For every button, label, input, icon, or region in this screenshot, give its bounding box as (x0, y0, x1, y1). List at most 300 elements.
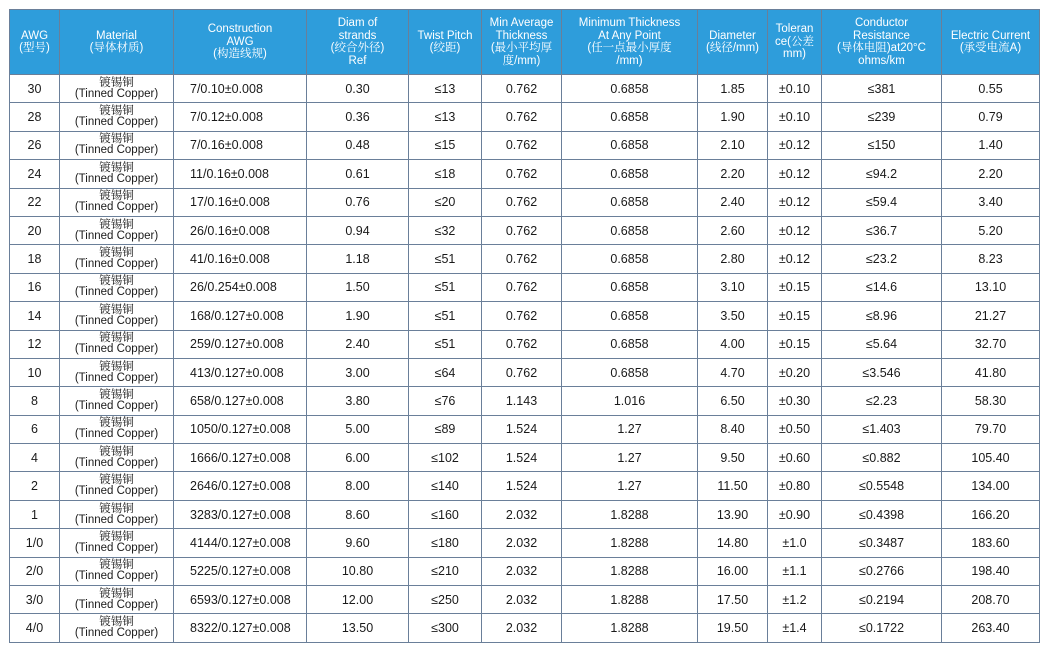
cell-awg: 24 (10, 160, 60, 188)
cell-electric-current: 21.27 (942, 302, 1040, 330)
header-line: Thickness (495, 29, 548, 42)
cell-conductor-resistance: ≤8.96 (822, 302, 942, 330)
cell-electric-current: 105.40 (942, 444, 1040, 472)
cell-material (60, 302, 174, 330)
material-chinese: 镀锡铜 (99, 105, 134, 118)
cell-diameter: 2.10 (698, 131, 768, 159)
header-line: strands (338, 29, 377, 42)
header-line: (构造线规) (213, 48, 267, 61)
header-line: Diameter (709, 29, 756, 42)
header-material (60, 10, 174, 75)
cell-diam-of-strands: 1.18 (307, 245, 409, 273)
cell-tolerance: ±0.12 (768, 245, 822, 273)
material-english: (Tinned Copper) (74, 258, 159, 271)
cell-tolerance: ±1.1 (768, 557, 822, 585)
cell-awg: 14 (10, 302, 60, 330)
cell-construction: 658/0.127±0.008 (174, 387, 307, 415)
header-line: (绞距) (429, 42, 461, 54)
header-line: (承受电流A) (959, 42, 1022, 54)
cell-electric-current: 166.20 (942, 500, 1040, 528)
material-english: (Tinned Copper) (74, 570, 159, 583)
cell-construction: 259/0.127±0.008 (174, 330, 307, 358)
cell-twist-pitch: ≤140 (409, 472, 482, 500)
header-construction (174, 10, 307, 75)
cell-min-average-thickness: 0.762 (482, 273, 562, 301)
header-line: Ref (348, 54, 367, 67)
cell-awg: 4/0 (10, 614, 60, 642)
cell-diam-of-strands: 3.00 (307, 358, 409, 386)
cell-twist-pitch: ≤15 (409, 131, 482, 159)
material-english: (Tinned Copper) (74, 627, 159, 640)
header-line: At Any Point (598, 29, 661, 42)
table-row (10, 387, 1040, 415)
cell-conductor-resistance: ≤239 (822, 103, 942, 131)
cell-diam-of-strands: 0.48 (307, 131, 409, 159)
tinned-copper-wire-spec-table (9, 9, 1040, 643)
cell-diameter: 1.90 (698, 103, 768, 131)
cell-awg: 6 (10, 415, 60, 443)
cell-material (60, 160, 174, 188)
cell-diameter: 4.70 (698, 358, 768, 386)
material-chinese: 镀锡铜 (99, 360, 134, 373)
cell-awg: 28 (10, 103, 60, 131)
cell-conductor-resistance: ≤0.4398 (822, 500, 942, 528)
cell-electric-current: 32.70 (942, 330, 1040, 358)
cell-diam-of-strands: 6.00 (307, 444, 409, 472)
header-conductor-resistance (822, 10, 942, 75)
material-english: (Tinned Copper) (74, 172, 159, 185)
cell-min-average-thickness: 0.762 (482, 188, 562, 216)
cell-minimum-thickness: 1.27 (562, 444, 698, 472)
cell-awg: 3/0 (10, 586, 60, 614)
cell-tolerance: ±0.12 (768, 160, 822, 188)
material-chinese: 镀锡铜 (99, 133, 134, 146)
header-electric-current (942, 10, 1040, 75)
header-diameter (698, 10, 768, 75)
cell-twist-pitch: ≤210 (409, 557, 482, 585)
cell-material (60, 444, 174, 472)
cell-awg: 20 (10, 216, 60, 244)
cell-electric-current: 208.70 (942, 586, 1040, 614)
cell-min-average-thickness: 1.524 (482, 444, 562, 472)
cell-min-average-thickness: 0.762 (482, 160, 562, 188)
cell-tolerance: ±0.15 (768, 330, 822, 358)
material-english: (Tinned Copper) (74, 541, 159, 554)
material-english: (Tinned Copper) (74, 428, 159, 441)
cell-min-average-thickness: 0.762 (482, 75, 562, 103)
cell-electric-current: 1.40 (942, 131, 1040, 159)
header-tolerance (768, 10, 822, 75)
cell-diam-of-strands: 2.40 (307, 330, 409, 358)
cell-construction: 5225/0.127±0.008 (174, 557, 307, 585)
cell-minimum-thickness: 0.6858 (562, 330, 698, 358)
cell-tolerance: ±0.50 (768, 415, 822, 443)
material-chinese: 镀锡铜 (99, 502, 134, 515)
cell-conductor-resistance: ≤14.6 (822, 273, 942, 301)
material-chinese: 镀锡铜 (99, 161, 134, 174)
header-row (10, 10, 1040, 75)
cell-awg: 26 (10, 131, 60, 159)
cell-conductor-resistance: ≤0.2194 (822, 586, 942, 614)
material-english: (Tinned Copper) (74, 87, 159, 100)
material-english: (Tinned Copper) (74, 456, 159, 469)
cell-tolerance: ±0.15 (768, 302, 822, 330)
cell-construction: 26/0.16±0.008 (174, 216, 307, 244)
cell-awg: 10 (10, 358, 60, 386)
cell-twist-pitch: ≤51 (409, 302, 482, 330)
cell-electric-current: 13.10 (942, 273, 1040, 301)
cell-minimum-thickness: 0.6858 (562, 302, 698, 330)
cell-diameter: 2.40 (698, 188, 768, 216)
cell-material (60, 586, 174, 614)
cell-tolerance: ±0.90 (768, 500, 822, 528)
cell-minimum-thickness: 0.6858 (562, 188, 698, 216)
header-line: mm) (783, 48, 806, 61)
cell-diam-of-strands: 0.36 (307, 103, 409, 131)
cell-min-average-thickness: 0.762 (482, 103, 562, 131)
cell-electric-current: 263.40 (942, 614, 1040, 642)
cell-electric-current: 3.40 (942, 188, 1040, 216)
cell-material (60, 529, 174, 557)
cell-diam-of-strands: 0.30 (307, 75, 409, 103)
header-line: AWG (226, 35, 254, 48)
cell-diam-of-strands: 12.00 (307, 586, 409, 614)
table-row (10, 358, 1040, 386)
cell-diameter: 14.80 (698, 529, 768, 557)
cell-minimum-thickness: 0.6858 (562, 103, 698, 131)
cell-minimum-thickness: 1.8288 (562, 614, 698, 642)
cell-construction: 41/0.16±0.008 (174, 245, 307, 273)
cell-conductor-resistance: ≤36.7 (822, 216, 942, 244)
cell-min-average-thickness: 0.762 (482, 216, 562, 244)
cell-construction: 11/0.16±0.008 (174, 160, 307, 188)
header-line: /mm) (616, 54, 643, 67)
cell-conductor-resistance: ≤150 (822, 131, 942, 159)
cell-awg: 18 (10, 245, 60, 273)
cell-twist-pitch: ≤51 (409, 245, 482, 273)
header-line: 度/mm) (502, 54, 541, 67)
cell-minimum-thickness: 0.6858 (562, 245, 698, 273)
header-minimum-thickness-any-point (562, 10, 698, 75)
material-english: (Tinned Copper) (74, 343, 159, 356)
cell-construction: 1050/0.127±0.008 (174, 415, 307, 443)
cell-diam-of-strands: 1.90 (307, 302, 409, 330)
cell-conductor-resistance: ≤1.403 (822, 415, 942, 443)
cell-diameter: 4.00 (698, 330, 768, 358)
cell-diam-of-strands: 9.60 (307, 529, 409, 557)
cell-min-average-thickness: 0.762 (482, 131, 562, 159)
cell-material (60, 358, 174, 386)
cell-awg: 1/0 (10, 529, 60, 557)
cell-material (60, 245, 174, 273)
cell-construction: 26/0.254±0.008 (174, 273, 307, 301)
cell-min-average-thickness: 2.032 (482, 557, 562, 585)
cell-material (60, 472, 174, 500)
cell-awg: 4 (10, 444, 60, 472)
cell-tolerance: ±0.20 (768, 358, 822, 386)
cell-diameter: 3.10 (698, 273, 768, 301)
table-row (10, 586, 1040, 614)
header-line: (绞合外径) (330, 42, 385, 54)
cell-twist-pitch: ≤13 (409, 103, 482, 131)
cell-diameter: 6.50 (698, 387, 768, 415)
header-diam-of-strands (307, 10, 409, 75)
table-row (10, 557, 1040, 585)
cell-diameter: 2.20 (698, 160, 768, 188)
material-english: (Tinned Copper) (74, 229, 159, 242)
cell-diam-of-strands: 10.80 (307, 557, 409, 585)
cell-awg: 22 (10, 188, 60, 216)
cell-construction: 8322/0.127±0.008 (174, 614, 307, 642)
cell-diameter: 11.50 (698, 472, 768, 500)
table-row (10, 103, 1040, 131)
cell-construction: 168/0.127±0.008 (174, 302, 307, 330)
cell-material (60, 387, 174, 415)
cell-minimum-thickness: 1.8288 (562, 586, 698, 614)
cell-twist-pitch: ≤20 (409, 188, 482, 216)
cell-twist-pitch: ≤250 (409, 586, 482, 614)
cell-conductor-resistance: ≤381 (822, 75, 942, 103)
material-english: (Tinned Copper) (74, 371, 159, 384)
header-line: Minimum Thickness (578, 17, 681, 29)
cell-electric-current: 41.80 (942, 358, 1040, 386)
cell-diam-of-strands: 5.00 (307, 415, 409, 443)
header-twist-pitch (409, 10, 482, 75)
cell-electric-current: 0.79 (942, 103, 1040, 131)
cell-construction: 17/0.16±0.008 (174, 188, 307, 216)
cell-min-average-thickness: 2.032 (482, 614, 562, 642)
header-line: (导体电阻)at20°C (837, 42, 926, 54)
material-chinese: 镀锡铜 (99, 247, 134, 260)
cell-minimum-thickness: 1.8288 (562, 529, 698, 557)
cell-diam-of-strands: 8.60 (307, 500, 409, 528)
header-line: Twist Pitch (417, 29, 473, 42)
material-chinese: 镀锡铜 (99, 559, 134, 572)
cell-construction: 7/0.10±0.008 (174, 75, 307, 103)
header-line: (最小平均厚 (490, 42, 553, 54)
cell-minimum-thickness: 0.6858 (562, 273, 698, 301)
cell-minimum-thickness: 1.8288 (562, 500, 698, 528)
cell-tolerance: ±0.15 (768, 273, 822, 301)
material-chinese: 镀锡铜 (99, 445, 134, 458)
cell-electric-current: 0.55 (942, 75, 1040, 103)
cell-twist-pitch: ≤102 (409, 444, 482, 472)
material-chinese: 镀锡铜 (99, 616, 134, 629)
cell-awg: 2/0 (10, 557, 60, 585)
table-row (10, 330, 1040, 358)
material-english: (Tinned Copper) (74, 598, 159, 611)
cell-minimum-thickness: 1.8288 (562, 557, 698, 585)
cell-electric-current: 8.23 (942, 245, 1040, 273)
table-row (10, 131, 1040, 159)
cell-twist-pitch: ≤18 (409, 160, 482, 188)
cell-construction: 7/0.12±0.008 (174, 103, 307, 131)
table-row (10, 160, 1040, 188)
cell-twist-pitch: ≤76 (409, 387, 482, 415)
table-row (10, 529, 1040, 557)
material-chinese: 镀锡铜 (99, 530, 134, 543)
cell-awg: 12 (10, 330, 60, 358)
cell-tolerance: ±0.30 (768, 387, 822, 415)
material-chinese: 镀锡铜 (99, 303, 134, 316)
cell-minimum-thickness: 0.6858 (562, 160, 698, 188)
cell-construction: 6593/0.127±0.008 (174, 586, 307, 614)
cell-tolerance: ±0.80 (768, 472, 822, 500)
table-row (10, 415, 1040, 443)
cell-electric-current: 198.40 (942, 557, 1040, 585)
cell-tolerance: ±1.2 (768, 586, 822, 614)
cell-diam-of-strands: 13.50 (307, 614, 409, 642)
cell-conductor-resistance: ≤0.882 (822, 444, 942, 472)
material-chinese: 镀锡铜 (99, 76, 134, 89)
cell-conductor-resistance: ≤94.2 (822, 160, 942, 188)
header-line: Conductor (854, 17, 909, 29)
table-row (10, 188, 1040, 216)
table-body (10, 75, 1040, 643)
material-chinese: 镀锡铜 (99, 388, 134, 401)
cell-twist-pitch: ≤89 (409, 415, 482, 443)
cell-diam-of-strands: 3.80 (307, 387, 409, 415)
cell-material (60, 557, 174, 585)
table-row (10, 302, 1040, 330)
cell-electric-current: 58.30 (942, 387, 1040, 415)
cell-diam-of-strands: 8.00 (307, 472, 409, 500)
cell-diameter: 16.00 (698, 557, 768, 585)
cell-material (60, 75, 174, 103)
cell-conductor-resistance: ≤0.5548 (822, 472, 942, 500)
material-chinese: 镀锡铜 (99, 332, 134, 345)
cell-diam-of-strands: 0.94 (307, 216, 409, 244)
cell-min-average-thickness: 0.762 (482, 358, 562, 386)
cell-tolerance: ±1.0 (768, 529, 822, 557)
material-english: (Tinned Copper) (74, 286, 159, 299)
cell-conductor-resistance: ≤2.23 (822, 387, 942, 415)
cell-awg: 16 (10, 273, 60, 301)
table-row (10, 75, 1040, 103)
cell-minimum-thickness: 1.27 (562, 472, 698, 500)
material-english: (Tinned Copper) (74, 485, 159, 498)
cell-minimum-thickness: 0.6858 (562, 75, 698, 103)
material-chinese: 镀锡铜 (99, 218, 134, 231)
cell-material (60, 415, 174, 443)
table-row (10, 614, 1040, 642)
header-line: Diam of (337, 17, 378, 29)
header-line: Toleran (775, 23, 814, 36)
cell-diameter: 3.50 (698, 302, 768, 330)
cell-tolerance: ±0.12 (768, 216, 822, 244)
material-english: (Tinned Copper) (74, 201, 159, 214)
cell-electric-current: 183.60 (942, 529, 1040, 557)
header-awg (10, 10, 60, 75)
cell-min-average-thickness: 1.524 (482, 415, 562, 443)
cell-twist-pitch: ≤180 (409, 529, 482, 557)
header-line: (型号) (19, 42, 50, 54)
material-english: (Tinned Copper) (74, 314, 159, 327)
header-line: ohms/km (858, 54, 905, 67)
table-row (10, 245, 1040, 273)
cell-material (60, 216, 174, 244)
table-header (10, 10, 1040, 75)
cell-twist-pitch: ≤64 (409, 358, 482, 386)
cell-electric-current: 2.20 (942, 160, 1040, 188)
cell-twist-pitch: ≤32 (409, 216, 482, 244)
cell-twist-pitch: ≤51 (409, 330, 482, 358)
cell-minimum-thickness: 0.6858 (562, 358, 698, 386)
cell-construction: 1666/0.127±0.008 (174, 444, 307, 472)
header-min-average-thickness (482, 10, 562, 75)
material-chinese: 镀锡铜 (99, 587, 134, 600)
material-chinese: 镀锡铜 (99, 275, 134, 288)
cell-conductor-resistance: ≤0.3487 (822, 529, 942, 557)
material-chinese: 镀锡铜 (99, 190, 134, 203)
material-english: (Tinned Copper) (74, 144, 159, 157)
cell-tolerance: ±0.10 (768, 75, 822, 103)
cell-minimum-thickness: 1.016 (562, 387, 698, 415)
cell-conductor-resistance: ≤5.64 (822, 330, 942, 358)
cell-awg: 1 (10, 500, 60, 528)
header-line: (线径/mm) (705, 42, 759, 54)
cell-min-average-thickness: 2.032 (482, 529, 562, 557)
cell-tolerance: ±0.12 (768, 131, 822, 159)
cell-min-average-thickness: 1.143 (482, 387, 562, 415)
cell-conductor-resistance: ≤0.1722 (822, 614, 942, 642)
cell-tolerance: ±0.12 (768, 188, 822, 216)
cell-material (60, 131, 174, 159)
cell-electric-current: 79.70 (942, 415, 1040, 443)
cell-conductor-resistance: ≤0.2766 (822, 557, 942, 585)
header-line: (任一点最小厚度 (587, 42, 672, 54)
header-line: Min Average (489, 17, 554, 29)
cell-diameter: 2.80 (698, 245, 768, 273)
table-row (10, 500, 1040, 528)
material-english: (Tinned Copper) (74, 399, 159, 412)
cell-material (60, 330, 174, 358)
cell-min-average-thickness: 2.032 (482, 500, 562, 528)
spec-table-container (9, 9, 1040, 643)
cell-construction: 3283/0.127±0.008 (174, 500, 307, 528)
cell-construction: 7/0.16±0.008 (174, 131, 307, 159)
cell-electric-current: 5.20 (942, 216, 1040, 244)
cell-diam-of-strands: 0.61 (307, 160, 409, 188)
cell-awg: 2 (10, 472, 60, 500)
cell-conductor-resistance: ≤59.4 (822, 188, 942, 216)
table-row (10, 273, 1040, 301)
cell-material (60, 614, 174, 642)
cell-tolerance: ±0.10 (768, 103, 822, 131)
cell-twist-pitch: ≤51 (409, 273, 482, 301)
cell-twist-pitch: ≤300 (409, 614, 482, 642)
header-line: ce(公差 (775, 35, 814, 48)
material-english: (Tinned Copper) (74, 513, 159, 526)
cell-material (60, 188, 174, 216)
cell-material (60, 273, 174, 301)
cell-diameter: 17.50 (698, 586, 768, 614)
cell-min-average-thickness: 0.762 (482, 245, 562, 273)
cell-construction: 413/0.127±0.008 (174, 358, 307, 386)
cell-material (60, 500, 174, 528)
cell-twist-pitch: ≤13 (409, 75, 482, 103)
cell-min-average-thickness: 2.032 (482, 586, 562, 614)
table-row (10, 472, 1040, 500)
table-row (10, 444, 1040, 472)
material-english: (Tinned Copper) (74, 116, 159, 129)
cell-twist-pitch: ≤160 (409, 500, 482, 528)
cell-material (60, 103, 174, 131)
cell-diam-of-strands: 1.50 (307, 273, 409, 301)
header-line: (导体材质) (89, 42, 144, 54)
cell-diameter: 1.85 (698, 75, 768, 103)
cell-diam-of-strands: 0.76 (307, 188, 409, 216)
